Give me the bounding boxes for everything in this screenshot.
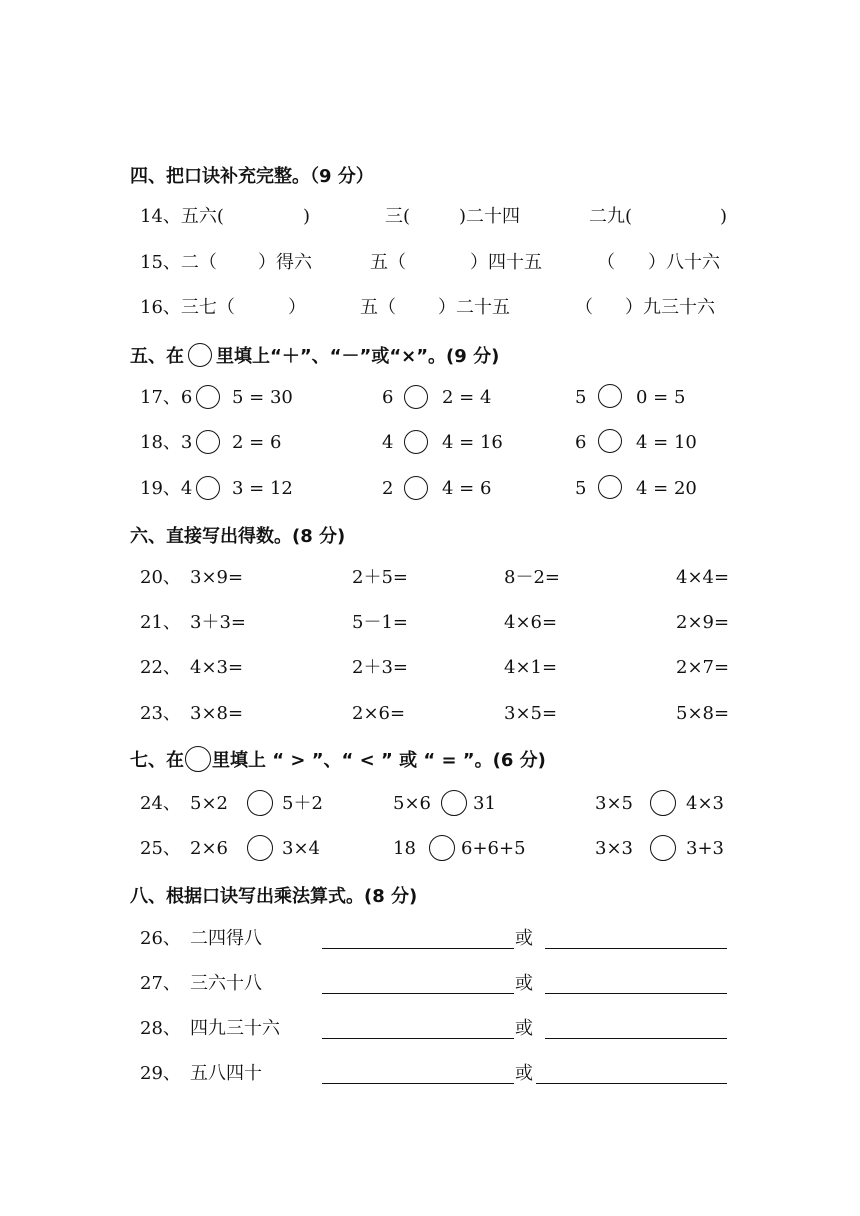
q23-number: 23、 <box>140 703 181 724</box>
compare-circle[interactable] <box>441 790 467 816</box>
q14-b-rest: )二十四 <box>459 206 521 227</box>
q14-a-close: ) <box>303 206 311 227</box>
q28-number: 28、 <box>140 1018 181 1039</box>
q17-c: 5 <box>575 387 587 408</box>
q14-a: 14、五六( <box>140 206 224 227</box>
or-label: 或 <box>515 1018 533 1039</box>
answer-line[interactable] <box>545 993 727 994</box>
answer-circle[interactable] <box>598 384 622 408</box>
q15-a: 15、二（ <box>140 252 217 273</box>
q15-c-rest: ）八十六 <box>648 252 720 273</box>
q18-a: 18、3 <box>140 432 193 453</box>
q17-b-rest: 2 = 4 <box>442 387 492 408</box>
q16-b: 五（ <box>360 297 396 318</box>
q21-expr-4: 2×9= <box>676 612 730 633</box>
q29-number: 29、 <box>140 1063 181 1084</box>
q21-expr-2: 5－1= <box>352 612 408 633</box>
q19-a: 19、4 <box>140 478 193 499</box>
q25-left-2: 18 <box>393 838 416 859</box>
q16-c: （ <box>575 297 593 318</box>
q16-a-close: ） <box>288 297 306 318</box>
q18-b-rest: 4 = 16 <box>442 432 503 453</box>
q27-number: 27、 <box>140 973 181 994</box>
q25-number: 25、 <box>140 838 181 859</box>
q14-c: 二九( <box>589 206 633 227</box>
q14-c-close: ) <box>720 206 728 227</box>
section-5-heading <box>130 342 499 368</box>
answer-circle[interactable] <box>196 476 220 500</box>
q15-a-rest: ）得六 <box>258 252 312 273</box>
q14-b: 三( <box>385 206 411 227</box>
q22-expr-4: 2×7= <box>676 657 730 678</box>
q25-right-1: 3×4 <box>282 838 320 859</box>
q24-right-3: 4×3 <box>686 793 724 814</box>
answer-line[interactable] <box>322 1038 514 1039</box>
section-6-heading: 六、直接写出得数。(8 分) <box>130 526 346 547</box>
q19-b-rest: 4 = 6 <box>442 478 492 499</box>
q26-rhyme: 二四得八 <box>190 928 262 949</box>
answer-circle[interactable] <box>404 430 428 454</box>
q18-c-rest: 4 = 10 <box>636 432 697 453</box>
q23-expr-2: 2×6= <box>352 703 406 724</box>
q24-left-3: 3×5 <box>595 793 633 814</box>
q25-left-3: 3×3 <box>595 838 633 859</box>
answer-line[interactable] <box>322 948 514 949</box>
q25-left-1: 2×6 <box>190 838 228 859</box>
q19-a-rest: 3 = 12 <box>232 478 293 499</box>
q24-left-1: 5×2 <box>190 793 228 814</box>
section-5-heading-suffix: 里填上“＋”、“－”或“×”。(9 分) <box>216 346 500 367</box>
q22-expr-3: 4×1= <box>504 657 558 678</box>
section-5-heading-prefix: 五、在 <box>130 346 184 367</box>
q16-a: 16、三七（ <box>140 297 235 318</box>
compare-circle[interactable] <box>247 835 273 861</box>
answer-circle[interactable] <box>598 429 622 453</box>
q20-expr-2: 2＋5= <box>352 567 408 588</box>
q17-a-rest: 5 = 30 <box>232 387 293 408</box>
q20-number: 20、 <box>140 567 181 588</box>
q20-expr-1: 3×9= <box>190 567 244 588</box>
answer-line[interactable] <box>536 1083 727 1084</box>
answer-line[interactable] <box>322 993 514 994</box>
q17-a: 17、6 <box>140 387 193 408</box>
answer-circle[interactable] <box>404 385 428 409</box>
q21-expr-1: 3＋3= <box>190 612 246 633</box>
or-label: 或 <box>515 973 533 994</box>
q16-b-rest: ）二十五 <box>438 297 510 318</box>
q22-number: 22、 <box>140 657 181 678</box>
q19-c: 5 <box>575 478 587 499</box>
answer-circle[interactable] <box>196 430 220 454</box>
q18-c: 6 <box>575 432 587 453</box>
answer-circle[interactable] <box>598 475 622 499</box>
q22-expr-1: 4×3= <box>190 657 244 678</box>
q24-number: 24、 <box>140 793 181 814</box>
or-label: 或 <box>515 1063 533 1084</box>
q28-rhyme: 四九三十六 <box>190 1018 280 1039</box>
compare-circle[interactable] <box>429 835 455 861</box>
q24-left-2: 5×6 <box>393 793 431 814</box>
q19-c-rest: 4 = 20 <box>636 478 697 499</box>
q25-right-3: 3+3 <box>686 838 724 859</box>
answer-circle[interactable] <box>404 476 428 500</box>
compare-circle[interactable] <box>650 790 676 816</box>
q21-number: 21、 <box>140 612 181 633</box>
q23-expr-3: 3×5= <box>504 703 558 724</box>
q21-expr-3: 4×6= <box>504 612 558 633</box>
compare-circle[interactable] <box>650 835 676 861</box>
answer-line[interactable] <box>545 948 727 949</box>
circle-icon <box>185 746 211 772</box>
q23-expr-1: 3×8= <box>190 703 244 724</box>
q16-c-rest: ）九三十六 <box>625 297 715 318</box>
q27-rhyme: 三六十八 <box>190 973 262 994</box>
q25-right-2: 6+6+5 <box>461 838 526 859</box>
q18-b: 4 <box>382 432 394 453</box>
circle-icon <box>188 343 212 367</box>
q24-right-1: 5＋2 <box>282 793 323 814</box>
q22-expr-2: 2＋3= <box>352 657 408 678</box>
q29-rhyme: 五八四十 <box>190 1063 262 1084</box>
answer-line[interactable] <box>545 1038 727 1039</box>
section-7-heading-prefix: 七、在 <box>130 750 184 771</box>
q15-b-rest: ）四十五 <box>470 252 542 273</box>
section-7-heading-suffix: 里填上 “ > ”、“ < ” 或 “ = ”。(6 分) <box>212 750 546 771</box>
section-8-heading: 八、根据口诀写出乘法算式。(8 分) <box>130 886 418 907</box>
q17-c-rest: 0 = 5 <box>636 387 686 408</box>
section-4-heading: 四、把口诀补充完整。（9 分） <box>130 166 374 187</box>
section-7-heading <box>130 746 546 772</box>
q24-right-2: 31 <box>473 793 496 814</box>
q26-number: 26、 <box>140 928 181 949</box>
q17-b: 6 <box>382 387 394 408</box>
q15-c: （ <box>597 252 615 273</box>
q23-expr-4: 5×8= <box>676 703 730 724</box>
answer-circle[interactable] <box>196 385 220 409</box>
answer-line[interactable] <box>322 1083 514 1084</box>
q15-b: 五（ <box>370 252 406 273</box>
q18-a-rest: 2 = 6 <box>232 432 282 453</box>
compare-circle[interactable] <box>247 790 273 816</box>
q20-expr-4: 4×4= <box>676 567 730 588</box>
q19-b: 2 <box>382 478 394 499</box>
or-label: 或 <box>515 928 533 949</box>
q20-expr-3: 8－2= <box>504 567 560 588</box>
